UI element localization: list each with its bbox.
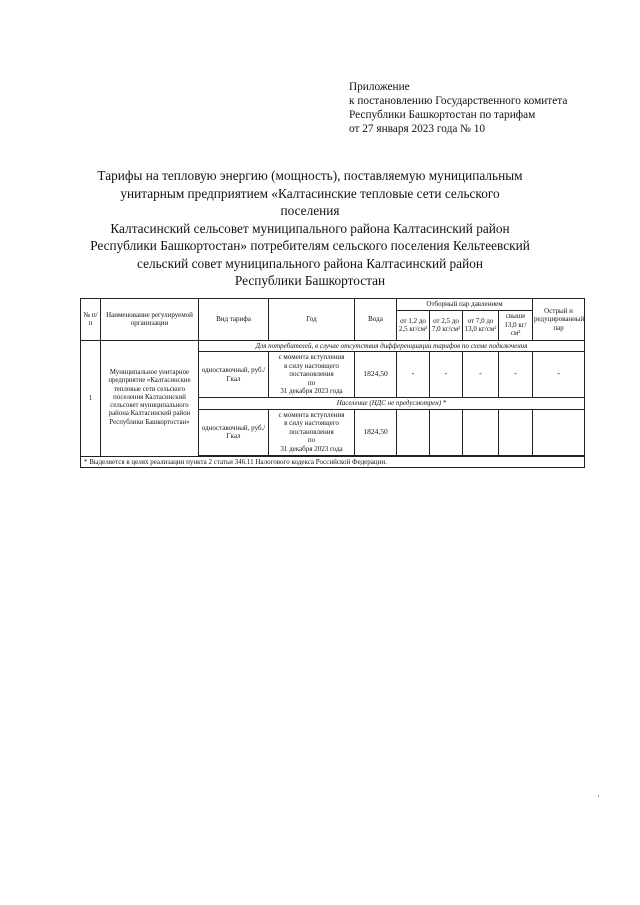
period-line: постановления: [289, 427, 334, 436]
tariff-type-cell: одноставочный, руб./Гкал: [199, 409, 269, 455]
period-line: по: [307, 436, 316, 445]
steam-value: -: [499, 352, 533, 398]
row-number: 1: [81, 340, 101, 456]
header-steam-col: от 2,5 до 7,0 кг/см²: [430, 310, 463, 340]
water-value: 1824,50: [355, 409, 397, 455]
steam-value: -: [397, 352, 430, 398]
header-line: Республики Башкортостан по тарифам: [349, 109, 536, 121]
period-line: с момента вступления: [278, 353, 345, 362]
section-title: Население (НДС не предусмотрен) *: [199, 398, 585, 410]
steam-value: [430, 409, 463, 455]
steam-value: -: [430, 352, 463, 398]
header-line: к постановлению Государственного комитета: [349, 95, 568, 107]
period-line: по: [307, 378, 316, 387]
header-water: Вода: [355, 299, 397, 341]
period-line: в силу настоящего: [284, 419, 339, 428]
header-steam-col: свыше 13,0 кг/см²: [499, 310, 533, 340]
header-tariff-type: Вид тарифа: [199, 299, 269, 341]
sharp-steam-value: [533, 409, 585, 455]
period-line: 31 декабря 2023 года: [280, 444, 343, 453]
period-line: с момента вступления: [278, 410, 345, 419]
scan-speck: [598, 795, 599, 797]
header-line: Приложение: [349, 81, 410, 93]
sharp-steam-value: -: [533, 352, 585, 398]
header-year: Год: [269, 299, 355, 341]
document-title: [90, 167, 530, 290]
section-title: Для потребителей, в случае отсутствия дифференциации тарифов по схеме подключения: [199, 340, 585, 352]
steam-value: [499, 409, 533, 455]
header-steam-group: Отборный пар давлением: [397, 299, 533, 311]
steam-value: [463, 409, 499, 455]
organization-name: Муниципальное унитарное предприятие «Калтасинские тепловые сети сельского поселения Калтасинский сельсовет муниципального района Калтасинский район Республики Башкортостан»: [101, 340, 199, 456]
header-number: № п/п: [81, 299, 101, 341]
tariff-table: [80, 298, 585, 468]
header-sharp-steam: Острый и редуцированный пар: [533, 299, 585, 341]
header-organization: Наименование регулируемой организации: [101, 299, 199, 341]
title-line: унитарным предприятием «Калтасинские тепловые сети сельского поселения: [120, 185, 500, 218]
appendix-header: [349, 80, 567, 136]
footnote: * Выделяется в целях реализации пункта 2 статьи 346.11 Налогового кодекса Российской Федерации.: [81, 456, 585, 468]
water-value: 1824,50: [355, 352, 397, 398]
period-line: постановления: [289, 370, 334, 379]
steam-value: [397, 409, 430, 455]
title-line: Республики Башкортостан: [234, 273, 386, 288]
title-line: сельский совет муниципального района Калтасинский район: [137, 255, 483, 271]
title-line: Республики Башкортостан» потребителям сельского поселения Кельтеевский: [90, 238, 530, 253]
period-line: 31 декабря 2023 года: [280, 387, 343, 396]
period-line: в силу настоящего: [284, 361, 339, 370]
title-line: Калтасинский сельсовет муниципального района Калтасинский район: [110, 220, 510, 236]
period-cell: [269, 409, 355, 455]
header-line: от 27 января 2023 года № 10: [349, 123, 486, 135]
steam-value: -: [463, 352, 499, 398]
tariff-type-cell: одноставочный, руб./Гкал: [199, 352, 269, 398]
header-steam-col: от 1,2 до 2,5 кг/см²: [397, 310, 430, 340]
period-cell: [269, 352, 355, 398]
header-steam-col: от 7,0 до 13,0 кг/см²: [463, 310, 499, 340]
title-line: Тарифы на тепловую энергию (мощность), поставляемую муниципальным: [97, 168, 523, 183]
